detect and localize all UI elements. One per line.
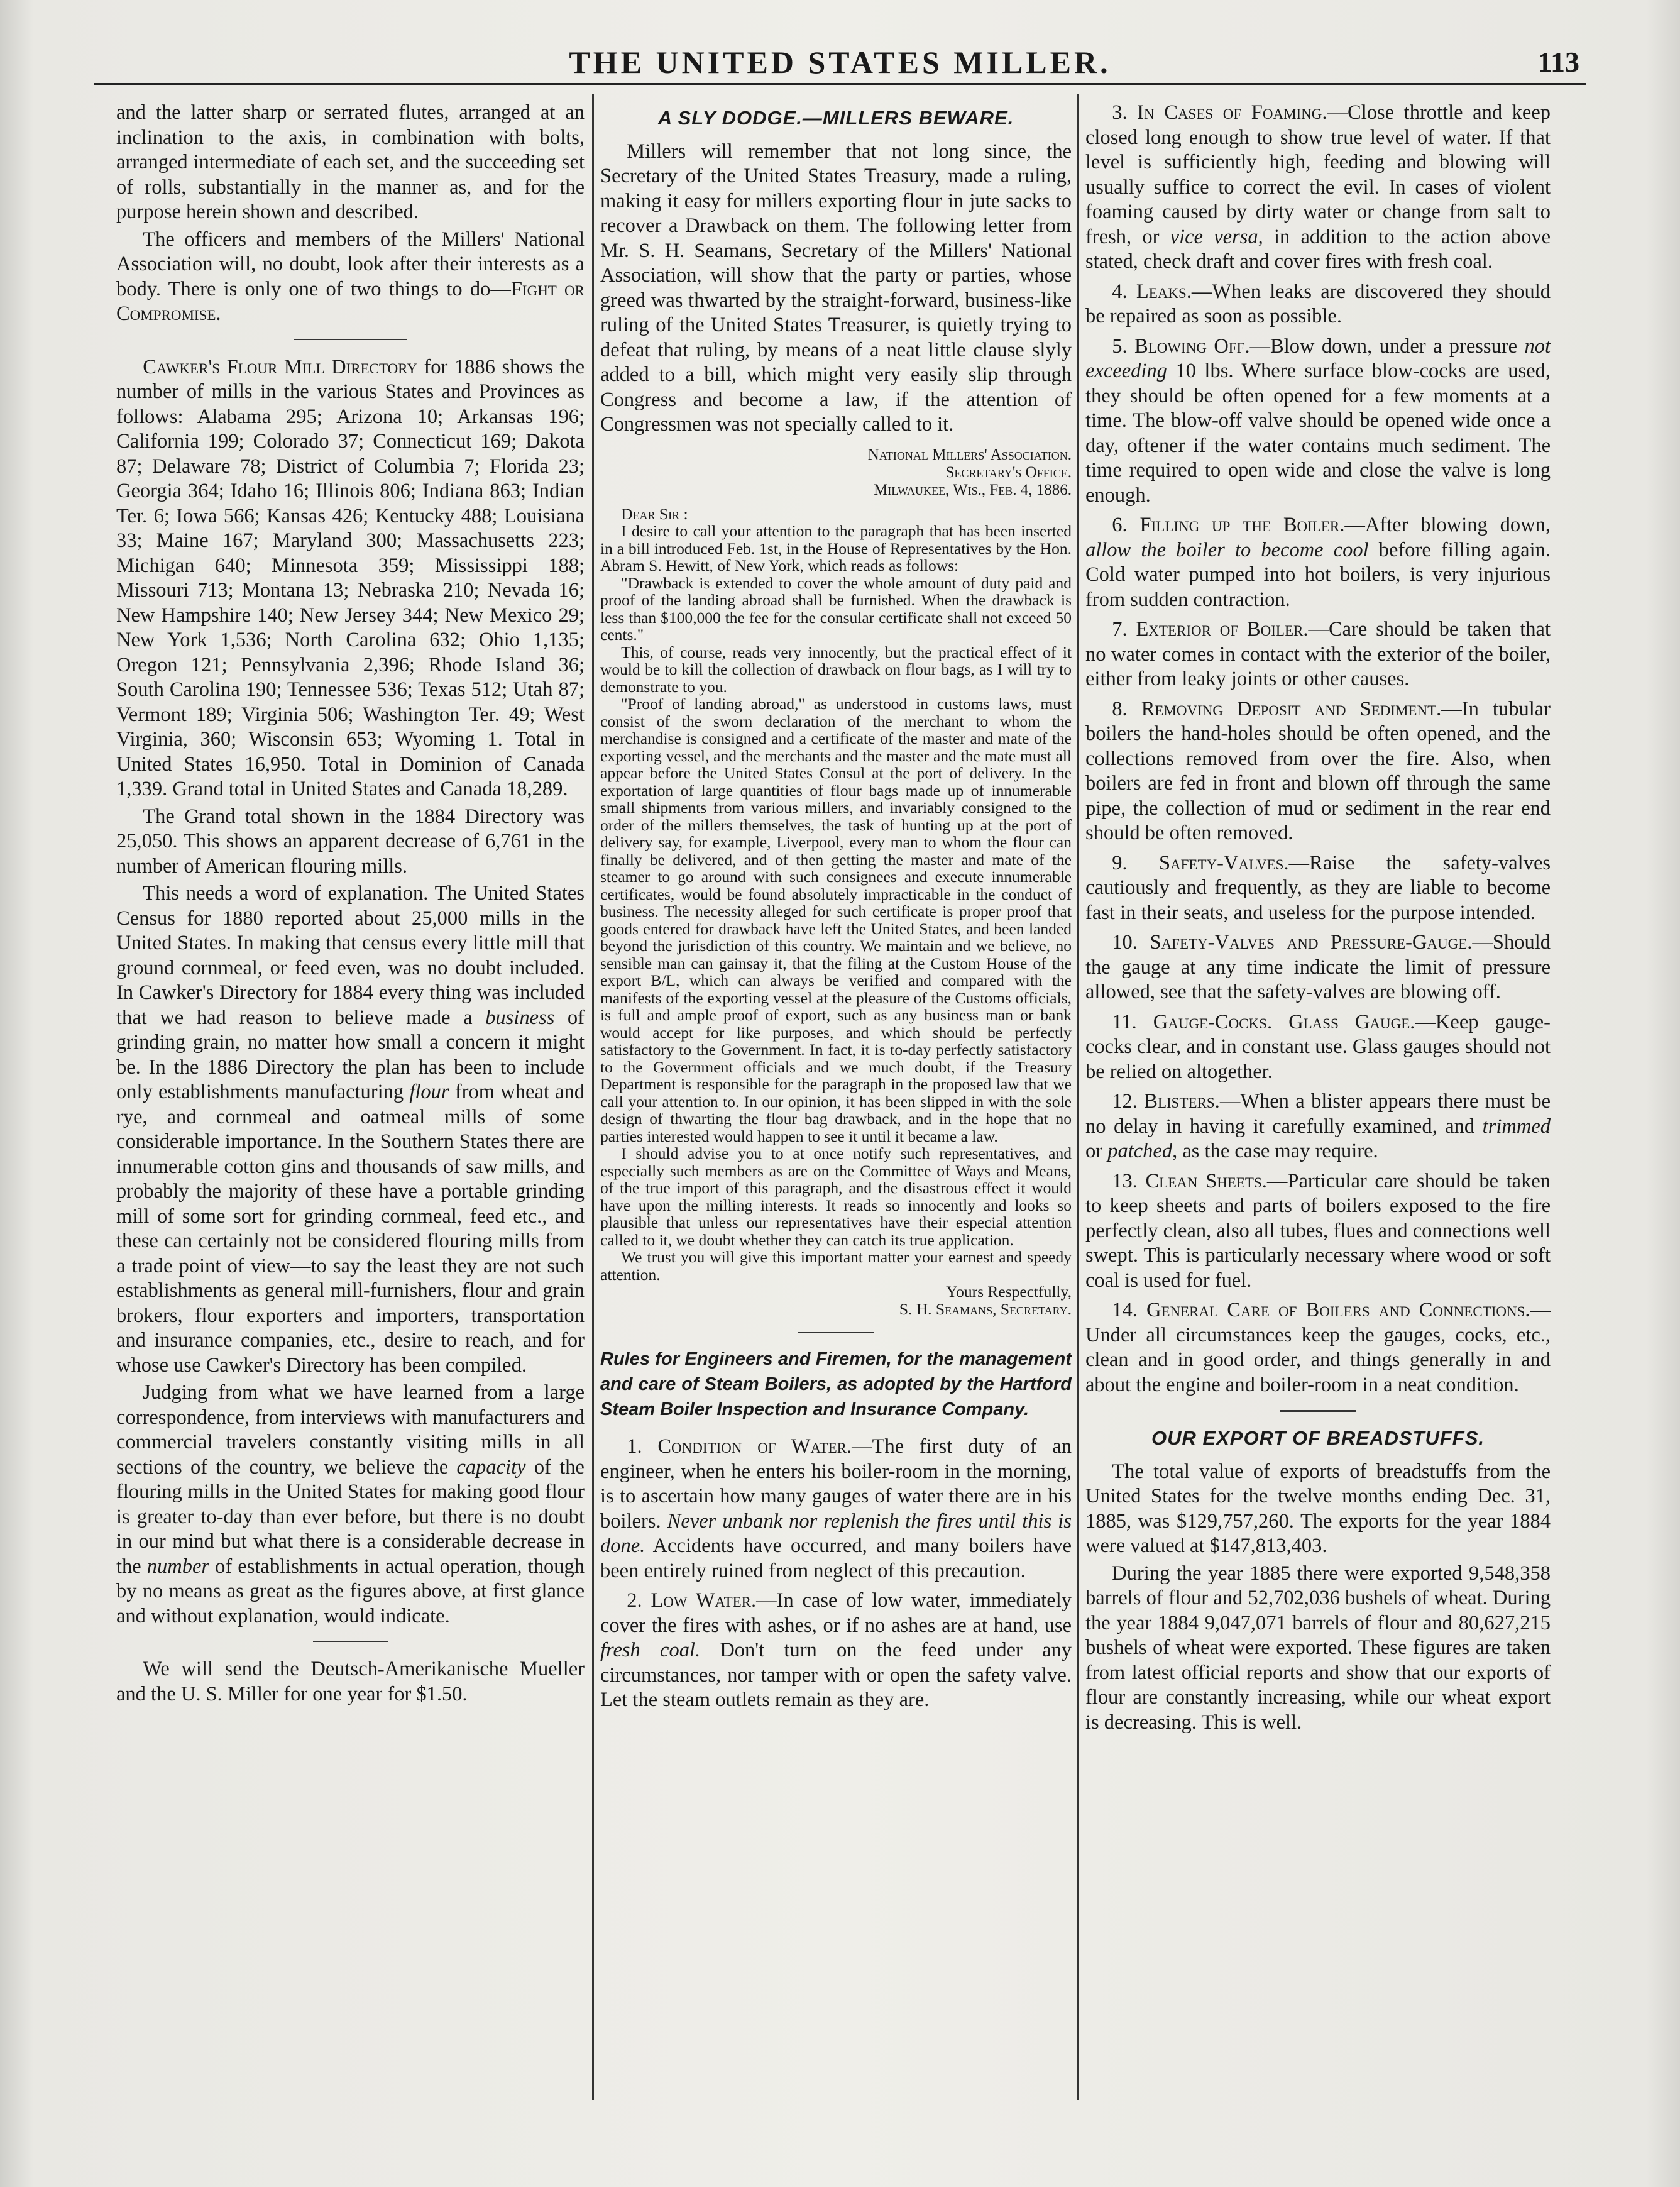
column-left (116, 101, 585, 2100)
column-middle (600, 101, 1072, 2100)
masthead-title: THE UNITED STATES MILLER. (569, 45, 1111, 80)
rule-heading: Clean Sheets. (1145, 1169, 1267, 1193)
rule-10 (1085, 930, 1551, 1005)
page-number: 113 (1537, 46, 1579, 78)
rule-text: as the case may require. (1177, 1140, 1378, 1162)
rule-7 (1085, 617, 1551, 692)
rule-1 (600, 1435, 1072, 1584)
judging-italic-capacity: capacity (456, 1455, 526, 1479)
rule-11 (1085, 1010, 1551, 1085)
rule-italic: fresh coal. (600, 1639, 701, 1661)
rule-heading: Low Water. (651, 1589, 757, 1612)
rule-text: —When leaks are discovered they should be repaired as soon as possible. (1085, 280, 1551, 328)
rule-text: in addition to the action above stated, check draft and cover fires with fresh coal. (1085, 225, 1551, 273)
rule-italic: vice versa, (1170, 225, 1263, 248)
rule-heading: Safety-Valves. (1158, 851, 1289, 874)
rule-heading: Gauge-Cocks. Glass Gauge. (1153, 1010, 1415, 1033)
rule-italic: patched, (1107, 1140, 1178, 1162)
rule-heading: Removing Deposit and Sediment. (1141, 697, 1442, 720)
rule-italic: Never unbank nor replenish the fires until this is done. (600, 1509, 1072, 1557)
rule-number: 11. (1112, 1010, 1137, 1033)
letter-paragraph: This, of course, reads very innocently, but the practical effect of it would be to kill the collection of drawback on flour bags, as I will try to demonstrate to you. (600, 642, 1072, 696)
rule-8 (1085, 697, 1551, 846)
rule-number: 8. (1112, 697, 1128, 720)
officers-paragraph (116, 228, 585, 327)
rule-6 (1085, 513, 1551, 612)
rule-text: —Particular care should be taken to keep sheets and parts of boilers exposed to the fire perfectly clean, also all tubes, flues and connections well swept. This is particularly necessary where wood or soft coal is used for fuel. (1085, 1169, 1551, 1292)
rule-text: before filling again. Cold water pumped into hot boilers, is very injurious from sudden contraction. (1085, 538, 1551, 611)
column-rule (1077, 94, 1079, 2100)
rule-heading: Filling up the Boiler. (1139, 514, 1345, 536)
rule-heading: Safety-Valves and Pressure-Gauge. (1150, 931, 1473, 954)
column-right (1085, 101, 1551, 2100)
rule-13 (1085, 1169, 1551, 1294)
rule-text: —Care should be taken that no water comes in contact with the exterior of the boiler, either from leaky joints or other causes. (1085, 618, 1551, 690)
exports-paragraph: During the year 1885 there were exported 9,548,358 barrels of flour and 52,702,036 bushels of wheat. During the year 1884 9,047,071 barrels of flour and 80,627,215 bushels of wheat were exported. These figures are taken from latest official reports and show that our exports of flour are constantly increasing, while our wheat export is decreasing. This is well. (1085, 1562, 1551, 1734)
explanation-text-c: of grinding grain, no matter how small a concern it might be. In the 1886 Directory the plan has been to include only establishments manufacturing (116, 1006, 585, 1103)
section-separator (798, 1331, 874, 1333)
rule-text: —Keep gauge-cocks clear, and in constant use. Glass gauges should not be relied on altogether. (1085, 1010, 1551, 1083)
rule-text: Accidents have occurred, and many boilers have been entirely ruined from neglect of this precaution. (600, 1534, 1072, 1582)
rule-number: 12. (1112, 1090, 1138, 1113)
directory-text: for 1886 shows the number of mills in the various States and Provinces as follows: Alabama 295; Arizona 10; Arkansas 196; California 199; Colorado 37; Connecticut 169; Dakota 87; Delaware 78; District of Columbia 7; Florida 23; Georgia 364; Idaho 16; Illinois 806; Indiana 863; Indian Ter. 6; Iowa 566; Kansas 426; Kentucky 488; Louisiana 33; Maine 167; Maryland 300; Massachusetts 223; Michigan 640; Minnesota 359; Mississippi 188; Missouri 713; Montana 13; Nebraska 210; Nevada 16; New Hampshire 140; New Jersey 344; New Mexico 29; New York 1,536; North Carolina 632; Ohio 1,135; Oregon 121; Pennsylvania 2,396; Rhode Island 36; South Carolina 190; Tennessee 536; Texas 512; Utah 87; Vermont 189; Virginia 506; Washington Ter. 49; West Virginia, 360; Wisconsin 653; Wyoming 1. Total in United States 16,950. Total in Dominion of Canada 1,339. Grand total in United States and Canada 18,289. (116, 355, 585, 800)
letter-closing: Yours Respectfully, (946, 1282, 1072, 1301)
rule-heading: Condition of Water. (657, 1435, 852, 1458)
rule-heading: Blisters. (1144, 1090, 1220, 1113)
rule-italic: trimmed (1482, 1115, 1551, 1138)
rule-text: —When a blister appears there must be no delay in having it carefully examined, and (1085, 1090, 1551, 1138)
letter-body (600, 505, 1072, 1284)
explanation-italic-flour: flour (409, 1081, 449, 1103)
explanation-italic-business: business (485, 1006, 555, 1029)
judging-text-e: of establishments in actual operation, though by no means as great as the figures above, at first glance and without explanation, would indicate. (116, 1555, 585, 1628)
rule-text: 10 lbs. Where surface blow-cocks are used, they should be often opened for a few moments at a time. The blow-off valve should be opened wide once a day, oftener if the water contains much sediment. The time required to open wide and close the valve is long enough. (1085, 360, 1551, 507)
dodge-intro: Millers will remember that not long since, the Secretary of the United States Treasury, made a ruling, making it easy for millers exporting flour in jute sacks to recover a Drawback on them. The following letter from Mr. S. H. Seamans, Secretary of the Millers' National Association, will show that the party or parties, whose greed was thwarted by the straight-forward, business-like ruling of the United States Treasurer, is quietly trying to defeat that ruling, by means of a neat little clause slyly added to a bill, which might very easily slip through Congress and become a law, if the attention of Congressmen was not specially called to it. (600, 140, 1072, 436)
rule-text: —In case of low water, immediately cover the fires with ashes, or if no ashes are at hand, use (600, 1589, 1072, 1637)
rule-number: 2. (627, 1589, 642, 1612)
rule-italic: allow the boiler to become cool (1085, 538, 1369, 561)
letter-paragraph: I desire to call your attention to the paragraph that has been inserted in a bill introduced Feb. 1st, in the House of Representatives by the Hon. Abram S. Hewitt, of New York, which reads as follows: (600, 522, 1072, 575)
letterhead-org: National Millers' Association. (867, 446, 1072, 463)
patent-claim-tail: and the latter sharp or serrated flutes, arranged at an inclination to the axis, in combination with bolts, arranged intermediate of each set, and the succeeding set of rolls, substantially in the manner as, and for the purpose herein shown and described. (116, 101, 585, 223)
rule-heading: Blowing Off. (1134, 334, 1250, 358)
rule-2 (600, 1589, 1072, 1713)
letterhead-office: Secretary's Office. (945, 463, 1072, 481)
column-rule (592, 94, 594, 2100)
section-separator (1280, 1410, 1356, 1412)
page-header (94, 39, 1586, 85)
letter-paragraph: "Drawback is extended to cover the whole amount of duty paid and proof of the landing abroad shall be furnished. When the drawback is less than $100,000 the fee for the consular certificate shall not exceed 50 cents." (600, 573, 1072, 644)
rule-14 (1085, 1298, 1551, 1397)
rule-heading: General Care of Boilers and Connections. (1146, 1299, 1530, 1321)
letterhead-date: Milwaukee, Wis., Feb. 4, 1886. (874, 481, 1072, 499)
rule-text: —Close throttle and keep closed long enough to show true level of water. If that level is sufficiently high, feeding and blowing will usually suffice to correct the evil. In cases of violent foaming caused by dirty water or change from salt to fresh, or (1085, 101, 1551, 248)
explanation-text-a: This needs a word of explanation. The United States Census for 1880 reported about 25,000 mills in the United States. In making that census every little mill that ground cornmeal, or feed even, was no doubt included. In Cawker's Directory for 1884 every thing was included that we had reason to believe made a (116, 882, 585, 1029)
rule-number: 4. (1112, 280, 1128, 303)
judging-text-c: of the flouring mills in the United States for making good flour is greater to-day than ever before, but there is no doubt in our mind but what there is a considerable decrease in the (116, 1455, 585, 1578)
rule-number: 6. (1112, 514, 1128, 536)
rule-text: —Raise the safety-valves cautiously and frequently, as they are liable to become fast in their seats, and useless for the purpose intended. (1085, 851, 1551, 924)
letter-salutation: Dear Sir : (621, 504, 688, 523)
section-separator (294, 339, 407, 341)
rule-9 (1085, 851, 1551, 926)
rule-12 (1085, 1089, 1551, 1164)
rule-5 (1085, 334, 1551, 509)
letter-paragraph: "Proof of landing abroad," as understood in customs laws, must consist of the sworn declaration of the merchant to whom the merchandise is consigned and a certificate of the master and mate of the exporting vessel, and the merchants and the master and the mate must all appear before the United States Consul at the port of delivery. In the exportation of large quantities of flour bags made up of innumerable small shipments from various millers, and invariably consigned to the order of the millers themselves, the task of hunting up at the port of delivery say, for example, Liverpool, every man to whom the flour can finally be delivered, and of then getting the master and mate of the steamer to go around with such consignees and execute innumerable certificates, would be found absolutely impracticable in the conduct of business. The necessity alleged for such certificate is proper proof that goods entered for drawback have left the United States, and been landed beyond the jurisdiction of this country. We maintain and we believe, no sensible man can gainsay it, that the filing at the Custom House of the export B/L, which can always be verified and compared with the manifests of the exporting vessel at the pleasure of the Customs officials, is full and ample proof of export, such as any business man or bank would accept for like purposes, and which should be perfectly satisfactory to the Government. In fact, it is to-day perfectly satisfactory to the Government officials and we much doubt, if the Treasury Department is responsible for the paragraph in the proposed law that we call your attention to. In our opinion, it has been slipped in with the sole design of thwarting the flour bag drawback, and in the hope that no parties interested would happen to see it until it became a law. (600, 695, 1072, 1145)
section-separator (313, 1641, 388, 1643)
rules-heading: Rules for Engineers and Firemen, for the management and care of Steam Boilers, as adopted by the Hartford Steam Boiler Inspection and Insurance Company. (600, 1349, 1072, 1419)
letter-paragraph: I should advise you to at once notify such representatives, and especially such members as are on the Committee of Ways and Means, of the true import of this paragraph, and the disastrous effect it would have upon the milling interests. It reads so innocently and looks so plausible that unless our representatives have their especial attention called to it, we doubt whether they can catch its true application. (600, 1144, 1072, 1249)
rule-number: 14. (1112, 1299, 1138, 1321)
explanation-text-e: from wheat and rye, and cornmeal and oatmeal mills of some considerable importance. In the Southern States there are innumerable cotton gins and thousands of saw mills, and probably the majority of these have a portable grinding mill of some sort for grinding cornmeal, feed etc., and these can certainly not be considered flouring mills from a trade point of view—to say the least they are not such establishments as general mill-furnishers, flour and grain brokers, flour exporters and importers, transportation and insurance companies, etc., desire to reach, and for whose use Cawker's Directory has been compiled. (116, 1081, 585, 1377)
rule-heading: In Cases of Foaming. (1137, 101, 1327, 124)
letter-signature: S. H. Seamans, Secretary. (899, 1300, 1072, 1318)
rule-3 (1085, 101, 1551, 275)
subscription-offer: We will send the Deutsch-Amerikanische Mueller and the U. S. Miller for one year for $1.50. (116, 1658, 585, 1705)
rule-text: —In tubular boilers the hand-holes should be often opened, and the collections removed from over the fire. Also, when boilers are fed in front and blown off through the same pipe, the collection of mud or sediment in the rear end should be often removed. (1085, 697, 1551, 844)
rule-text: —Under all circumstances keep the gauges, cocks, etc., clean and in good order, and things generally in and about the engine and boiler-room in a neat condition. (1085, 1299, 1551, 1396)
article-title-exports: OUR EXPORT OF BREADSTUFFS. (1151, 1427, 1485, 1449)
directory-lead: Cawker's Flour Mill Directory (143, 355, 417, 378)
rule-text: —The first duty of an engineer, when he enters his boiler-room in the morning, is to ascertain how many gauges of water there are in his boilers. (600, 1435, 1072, 1533)
rule-text: —After blowing down, (1344, 514, 1551, 536)
judging-italic-number: number (146, 1555, 210, 1578)
directory-paragraph (116, 355, 585, 802)
rule-heading: Exterior of Boiler. (1136, 618, 1309, 641)
rule-text: Don't turn on the feed under any circumstances, nor tamper with or open the safety valve. Let the steam outlets remain as they are. (600, 1639, 1072, 1711)
rule-number: 1. (627, 1435, 642, 1458)
rule-heading: Leaks. (1136, 280, 1192, 303)
letterhead (600, 446, 1072, 499)
officers-text: The officers and members of the Millers' National Association will, no doubt, look after their interests as a body. There is only one of two things to do— (116, 228, 585, 300)
rule-number: 3. (1112, 101, 1128, 124)
rule-number: 7. (1112, 618, 1128, 641)
explanation-paragraph (116, 881, 585, 1378)
grand-total-paragraph: The Grand total shown in the 1884 Directory was 25,050. This shows an apparent decrease of 6,761 in the number of American flouring mills. (116, 805, 585, 878)
article-title-sly-dodge: A SLY DODGE.—MILLERS BEWARE. (657, 107, 1014, 129)
letter-paragraph: We trust you will give this important matter your earnest and speedy attention. (600, 1248, 1072, 1284)
rule-number: 9. (1112, 851, 1128, 874)
rule-italic: not exceeding (1085, 334, 1551, 382)
letter-signoff (600, 1283, 1072, 1318)
rule-text: —Blow down, under a pressure (1249, 334, 1525, 358)
judging-text-a: Judging from what we have learned from a large correspondence, from interviews with manufacturers and commercial travelers constantly visiting mills in all sections of the country, we believe the (116, 1381, 585, 1479)
officers-emphasis: Fight or Compromise. (116, 277, 585, 325)
rule-number: 13. (1112, 1169, 1138, 1193)
rule-number: 5. (1112, 334, 1128, 358)
rule-number: 10. (1112, 931, 1138, 954)
rule-text: —Should the gauge at any time indicate the limit of pressure allowed, see that the safety-valves are blowing off. (1085, 931, 1551, 1003)
judging-paragraph (116, 1380, 585, 1629)
rule-text: or (1085, 1140, 1108, 1162)
exports-paragraph: The total value of exports of breadstuffs from the United States for the twelve months ending Dec. 31, 1885, was $129,757,260. The exports for the year 1884 were valued at $147,813,403. (1085, 1460, 1551, 1557)
rule-4 (1085, 280, 1551, 329)
